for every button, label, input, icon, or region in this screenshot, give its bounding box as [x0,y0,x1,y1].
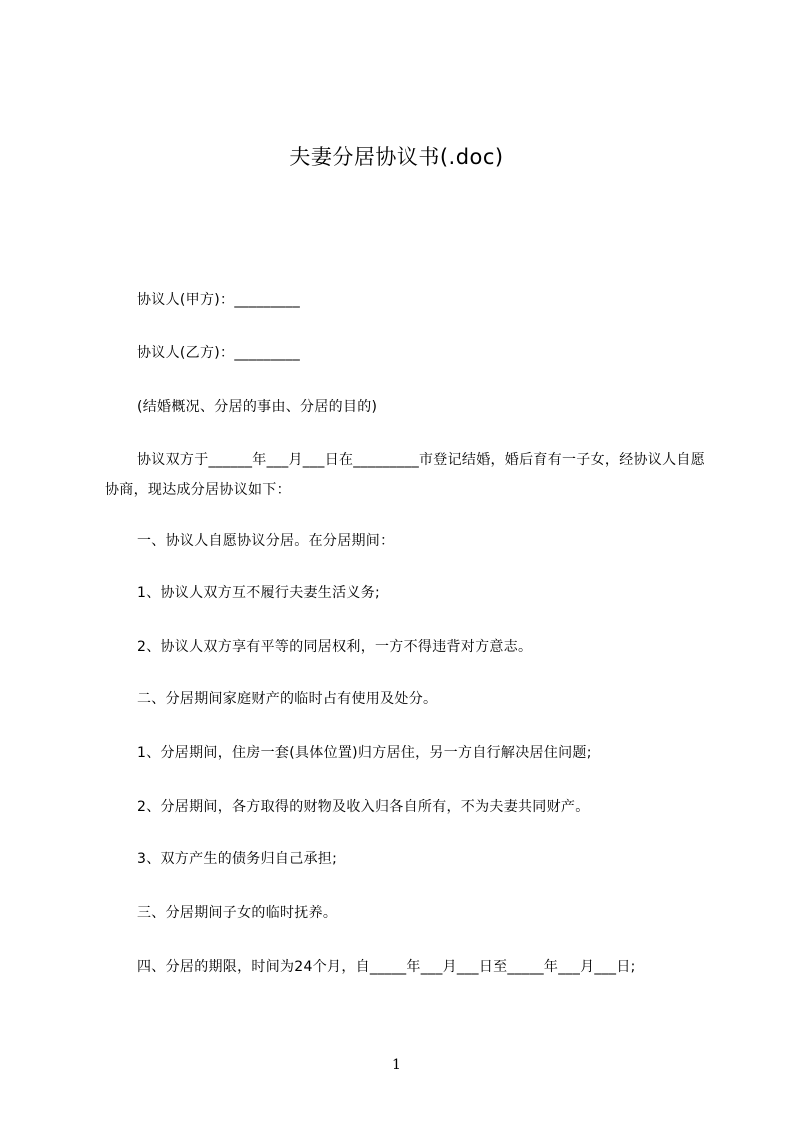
background-note: (结婚概况、分居的事由、分居的目的) [137,399,378,415]
party-a-line: 协议人(甲方)：_________ [137,292,301,308]
section-1-heading: 一、协议人自愿协议分居。在分居期间： [137,533,395,549]
section-2-item-1: 1、分居期间，住房一套(具体位置)归方居住，另一方自行解决居住问题; [137,745,592,761]
section-1-item-2: 2、协议人双方享有平等的同居权利，一方不得违背对方意志。 [137,639,533,655]
intro-paragraph: 协议双方于______年___月___日在_________市登记结婚，婚后育有一子女，经协议人自愿协商，现达成分居协议如下： [105,452,705,498]
document-title: 夫妻分居协议书(.doc) [289,145,504,169]
section-2-heading: 二、分居期间家庭财产的临时占有使用及处分。 [137,691,438,707]
section-2-item-2: 2、分居期间，各方取得的财物及收入归各自所有，不为夫妻共同财产。 [137,799,590,815]
section-3-heading: 三、分居期间子女的临时抚养。 [137,905,338,921]
section-1-item-1: 1、协议人双方互不履行夫妻生活义务; [137,585,381,601]
page-number: 1 [392,1057,401,1073]
section-4-heading: 四、分居的期限，时间为24个月，自_____年___月___日至_____年___月___日; [137,959,636,975]
party-b-line: 协议人(乙方)：_________ [137,345,301,361]
section-2-item-3: 3、双方产生的债务归自己承担; [137,851,338,867]
